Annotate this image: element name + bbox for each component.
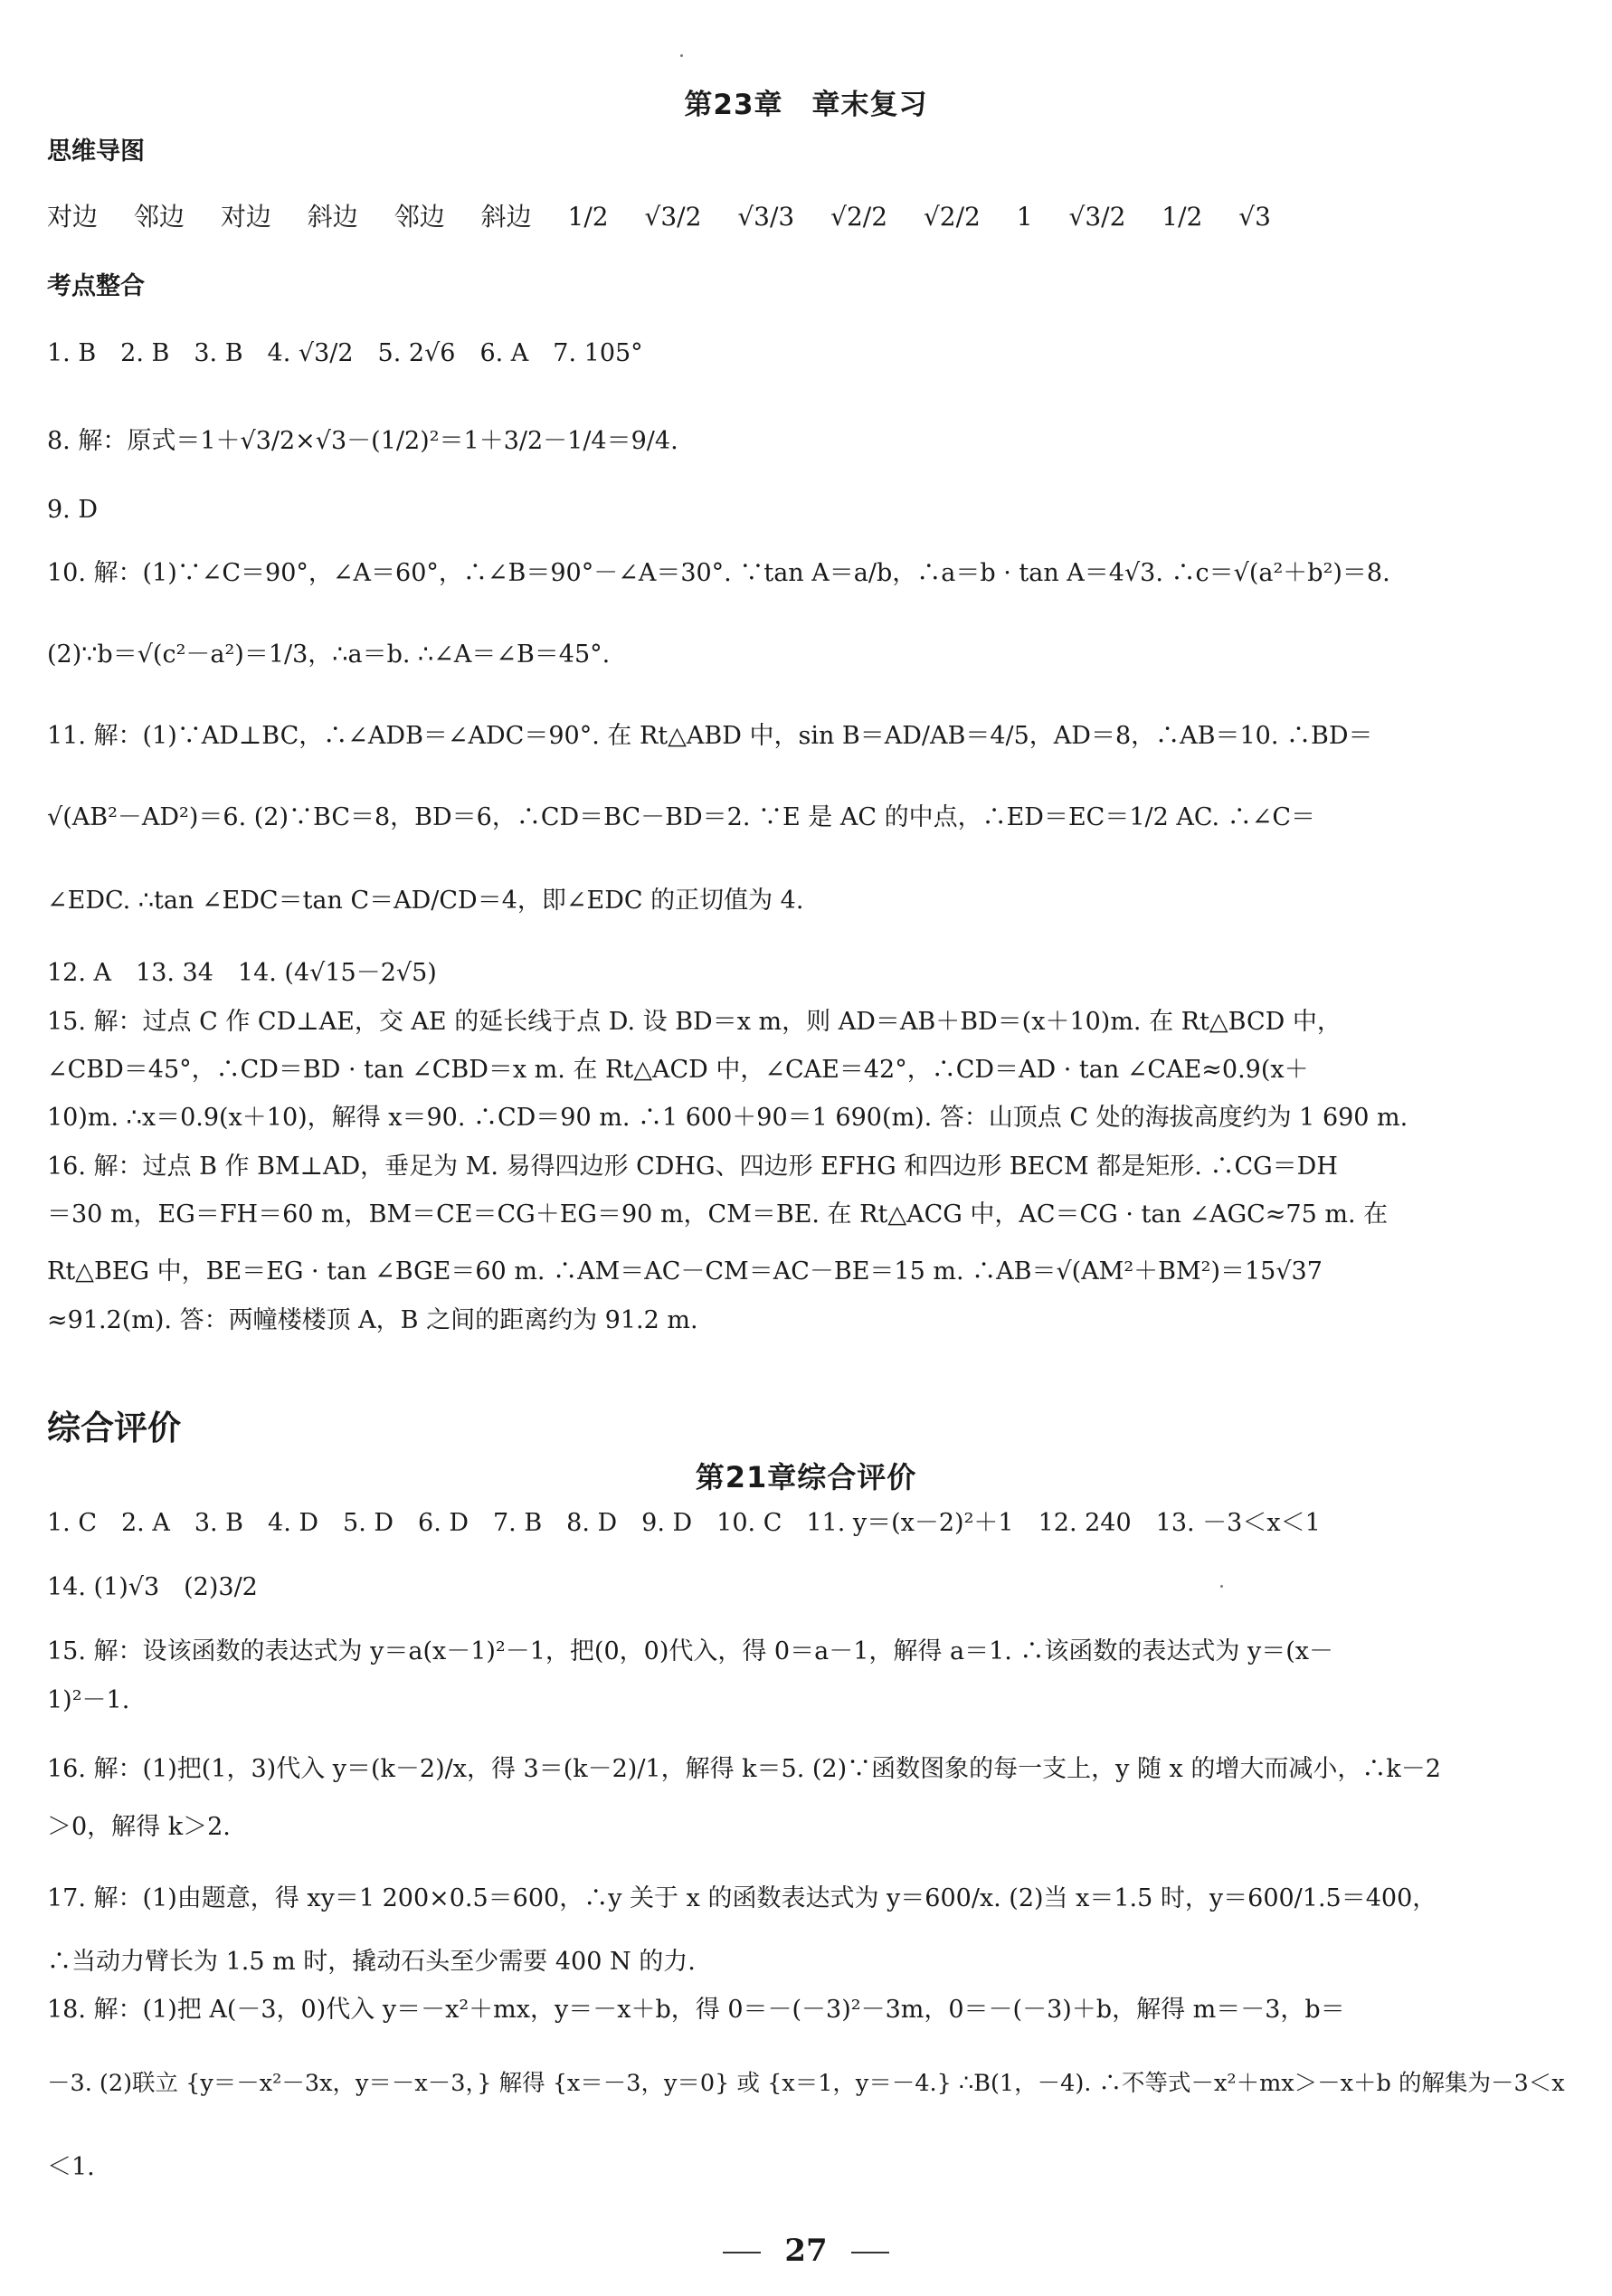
- answer-line: ∴当动力臂长为 1.5 m 时，撬动石头至少需要 400 N 的力.: [47, 1948, 696, 1976]
- answer-line: 11. 解：(1)∵AD⊥BC，∴∠ADB＝∠ADC＝90°. 在 Rt△ABD 中，sin B＝AD/AB＝4/5，AD＝8，∴AB＝10. ∴BD＝: [47, 722, 1373, 750]
- answer-line: 9. D: [47, 496, 98, 524]
- answer-line: ＜1.: [47, 2153, 95, 2181]
- answer-line: 18. 解：(1)把 A(－3，0)代入 y＝－x²＋mx，y＝－x＋b，得 0＝－(－3)²－3m，0＝－(－3)＋b，解得 m＝－3，b＝: [47, 1996, 1345, 2024]
- mindmap-item: 1: [1016, 202, 1033, 232]
- footer-dash-right: [851, 2252, 889, 2253]
- mindmap-item: √3: [1238, 202, 1271, 232]
- answer-line: －3. (2)联立 {y＝－x²－3x，y＝－x－3，} 解得 {x＝－3，y＝0} 或 {x＝1，y＝－4.} ∴B(1，－4). ∴不等式－x²＋mx＞－x＋b 的解集为－3＜x: [47, 2070, 1565, 2097]
- answer-line: (2)∵b＝√(c²－a²)＝1/3，∴a＝b. ∴∠A＝∠B＝45°.: [47, 640, 611, 669]
- answer-line: ∠EDC. ∴tan ∠EDC＝tan C＝AD/CD＝4，即∠EDC 的正切值为 4.: [47, 887, 804, 915]
- mindmap-item: 对边: [220, 202, 271, 232]
- mindmap-item: 1/2: [567, 202, 609, 232]
- mindmap-item: 对边: [47, 202, 99, 232]
- mindmap-item: √3/3: [737, 202, 795, 232]
- mindmap-answers: [47, 197, 1299, 233]
- answer-line: 14. (1)√3 (2)3/2: [47, 1573, 258, 1601]
- answer-line: ≈91.2(m). 答：两幢楼楼顶 A，B 之间的距离约为 91.2 m.: [47, 1306, 698, 1334]
- chapter-21-title: 第21章综合评价: [695, 1460, 917, 1494]
- mindmap-item: √3/2: [644, 202, 702, 232]
- chapter-23-review-title: 第23章 章末复习: [684, 89, 928, 121]
- mindmap-item: √3/2: [1068, 202, 1126, 232]
- answer-line: ＝30 m，EG＝FH＝60 m，BM＝CE＝CG＋EG＝90 m，CM＝BE. 在 Rt△ACG 中，AC＝CG · tan ∠AGC≈75 m. 在: [47, 1200, 1389, 1229]
- answer-line: ＞0，解得 k＞2.: [47, 1813, 231, 1841]
- mindmap-item: 斜边: [480, 202, 532, 232]
- mindmap-item: √2/2: [830, 202, 888, 232]
- mindmap-item: 1/2: [1162, 202, 1203, 232]
- answer-line: 17. 解：(1)由题意，得 xy＝1 200×0.5＝600，∴y 关于 x 的函数表达式为 y＝600/x. (2)当 x＝1.5 时，y＝600/1.5＝400，: [47, 1884, 1437, 1912]
- points-heading: 考点整合: [47, 272, 145, 300]
- page-footer: [0, 2233, 1612, 2269]
- mindmap-item: 斜边: [307, 202, 358, 232]
- answer-line: 12. A 13. 34 14. (4√15－2√5): [47, 959, 437, 987]
- scan-speck: [1220, 1585, 1223, 1588]
- answer-line: Rt△BEG 中，BE＝EG · tan ∠BGE＝60 m. ∴AM＝AC－CM＝AC－BE＝15 m. ∴AB＝√(AM²＋BM²)＝15√37: [47, 1257, 1323, 1286]
- answer-line: √(AB²－AD²)＝6. (2)∵BC＝8，BD＝6，∴CD＝BC－BD＝2. ∵E 是 AC 的中点，∴ED＝EC＝1/2 AC. ∴∠C＝: [47, 803, 1315, 831]
- comprehensive-section-title: 综合评价: [47, 1409, 181, 1447]
- mindmap-item: 邻边: [133, 202, 185, 232]
- answer-line: ∠CBD＝45°，∴CD＝BD · tan ∠CBD＝x m. 在 Rt△ACD 中，∠CAE＝42°，∴CD＝AD · tan ∠CAE≈0.9(x＋: [47, 1056, 1309, 1084]
- answer-line: 1. C 2. A 3. B 4. D 5. D 6. D 7. B 8. D 9. D 10. C 11. y＝(x－2)²＋1 12. 240 13. －3＜x＜1: [47, 1509, 1321, 1537]
- answer-line: 1)²－1.: [47, 1686, 130, 1714]
- answer-line: 8. 解：原式＝1＋√3/2×√3－(1/2)²＝1＋3/2－1/4＝9/4.: [47, 427, 678, 455]
- page-number: 27: [784, 2233, 828, 2269]
- mindmap-heading: 思维导图: [47, 138, 145, 166]
- answer-line: 10)m. ∴x＝0.9(x＋10)，解得 x＝90. ∴CD＝90 m. ∴1 600＋90＝1 690(m). 答：山顶点 C 处的海拔高度约为 1 690 m.: [47, 1104, 1408, 1132]
- answer-line: 16. 解：(1)把(1，3)代入 y＝(k－2)/x，得 3＝(k－2)/1，解得 k＝5. (2)∵函数图象的每一支上，y 随 x 的增大而减小，∴k－2: [47, 1755, 1441, 1783]
- answer-line: 15. 解：设该函数的表达式为 y＝a(x－1)²－1，把(0，0)代入，得 0＝a－1，解得 a＝1. ∴该函数的表达式为 y＝(x－: [47, 1637, 1334, 1665]
- answer-line: 1. B 2. B 3. B 4. √3/2 5. 2√6 6. A 7. 105°: [47, 339, 643, 367]
- footer-dash-left: [723, 2252, 761, 2253]
- answer-line: 10. 解：(1)∵∠C＝90°，∠A＝60°，∴∠B＝90°－∠A＝30°. ∵tan A＝a/b，∴a＝b · tan A＝4√3. ∴c＝√(a²＋b²)＝8.: [47, 559, 1390, 587]
- answer-line: 16. 解：过点 B 作 BM⊥AD，垂足为 M. 易得四边形 CDHG、四边形 EFHG 和四边形 BECM 都是矩形. ∴CG＝DH: [47, 1153, 1338, 1181]
- mindmap-item: 邻边: [394, 202, 445, 232]
- scan-speck: [680, 54, 683, 57]
- mindmap-item: √2/2: [923, 202, 981, 232]
- answer-line: 15. 解：过点 C 作 CD⊥AE，交 AE 的延长线于点 D. 设 BD＝x m，则 AD＝AB＋BD＝(x＋10)m. 在 Rt△BCD 中，: [47, 1008, 1342, 1036]
